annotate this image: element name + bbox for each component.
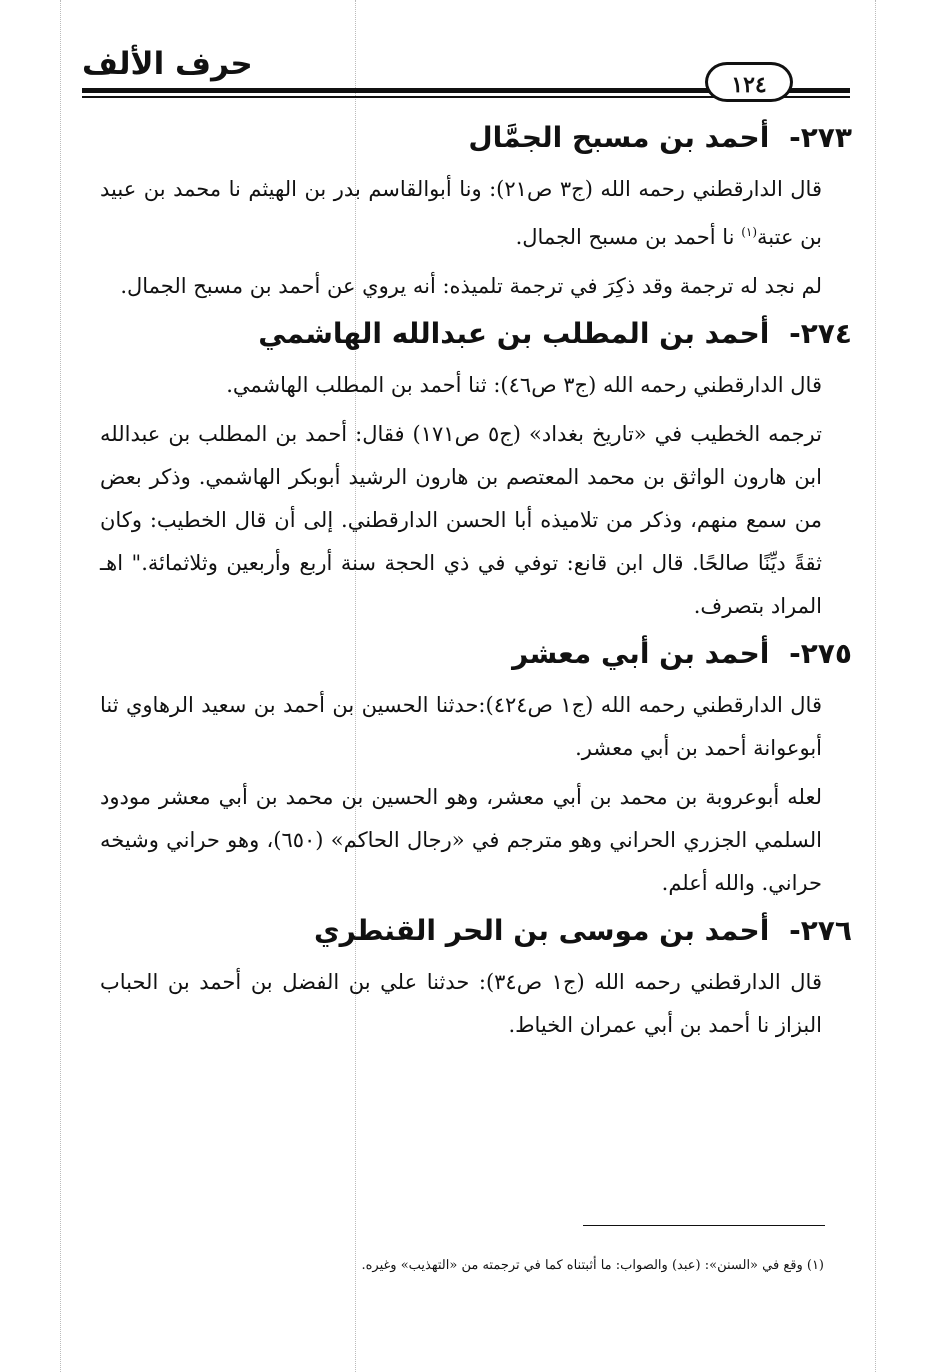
entry-number: ٢٧٦-	[789, 914, 852, 947]
footnote: (١) وقع في «السنن»: (عبد) والصواب: ما أثبتناه كما في ترجمته من «التهذيب» وغيره.	[361, 1258, 824, 1273]
entry-heading	[100, 314, 852, 354]
entry-heading	[100, 118, 852, 158]
chapter-title: حرف الألف	[82, 46, 253, 82]
paragraph: قال الدارقطني رحمه الله (ج١ ص٣٤): حدثنا علي بن الفضل بن أحمد بن الحباب البزاز نا أحمد بن أبي عمران الخياط.	[100, 970, 822, 1037]
paragraph-text: نا أحمد بن مسبح الجمال.	[515, 225, 742, 249]
paragraph: ترجمه الخطيب في «تاريخ بغداد» (ج٥ ص١٧١) فقال: أحمد بن المطلب بن عبدالله ابن هارون الواثق بن محمد المعتصم بن هارون الرشيد أبوبكر الهاشمي. وذكر بعض من سمع منهم، وذكر من تلاميذه أبا الحسن الدارقطني. إلى أن قال الخطيب: وكان ثقةً ديِّنًا صالحًا. قال ابن قانع: توفي في ذي الحجة سنة أربع وأربعين وثلاثمائة." اهـ المراد بتصرف.	[100, 422, 822, 618]
entry-heading	[100, 911, 852, 951]
footnote-marker: (١)	[741, 225, 758, 239]
entry-number: ٢٧٤-	[789, 317, 852, 350]
paragraph: لم نجد له ترجمة وقد ذكِرَ في ترجمة تلميذه: أنه يروي عن أحمد بن مسبح الجمال.	[120, 274, 822, 298]
entry-number: ٢٧٣-	[789, 121, 852, 154]
entry-heading	[100, 634, 852, 674]
paragraph-text: قال الدارقطني رحمه الله (ج٣ ص٢١): ونا أبوالقاسم بدر بن الهيثم نا محمد بن عبيد بن عتبة	[100, 177, 822, 249]
footnote-separator	[583, 1225, 825, 1226]
entry-name: أحمد بن المطلب بن عبدالله الهاشمي	[258, 317, 770, 350]
page-header	[82, 40, 852, 110]
entry-name: أحمد بن مسبح الجمَّال	[468, 121, 770, 154]
scan-guide-line	[60, 0, 61, 1372]
entry-number: ٢٧٥-	[789, 637, 852, 670]
paragraph	[100, 168, 852, 259]
paragraph: قال الدارقطني رحمه الله (ج١ ص٤٢٤):حدثنا الحسين بن أحمد بن سعيد الرهاوي ثنا أبوعوانة أحمد بن أبي معشر.	[100, 693, 822, 760]
page-number: ١٢٤	[705, 62, 793, 102]
paragraph: لعله أبوعروبة بن محمد بن أبي معشر، وهو الحسين بن محمد بن أبي معشر مودود السلمي الجزري الحراني وهو مترجم في «رجال الحاكم» (٦٥٠)، وهو حراني وشيخه حراني. والله أعلم.	[100, 785, 822, 895]
entry-name: أحمد بن موسى بن الحر القنطري	[313, 914, 770, 947]
paragraph: قال الدارقطني رحمه الله (ج٣ ص٤٦): ثنا أحمد بن المطلب الهاشمي.	[226, 373, 822, 397]
entry-name: أحمد بن أبي معشر	[512, 637, 770, 670]
scan-guide-line	[875, 0, 876, 1372]
main-text	[100, 114, 852, 1053]
